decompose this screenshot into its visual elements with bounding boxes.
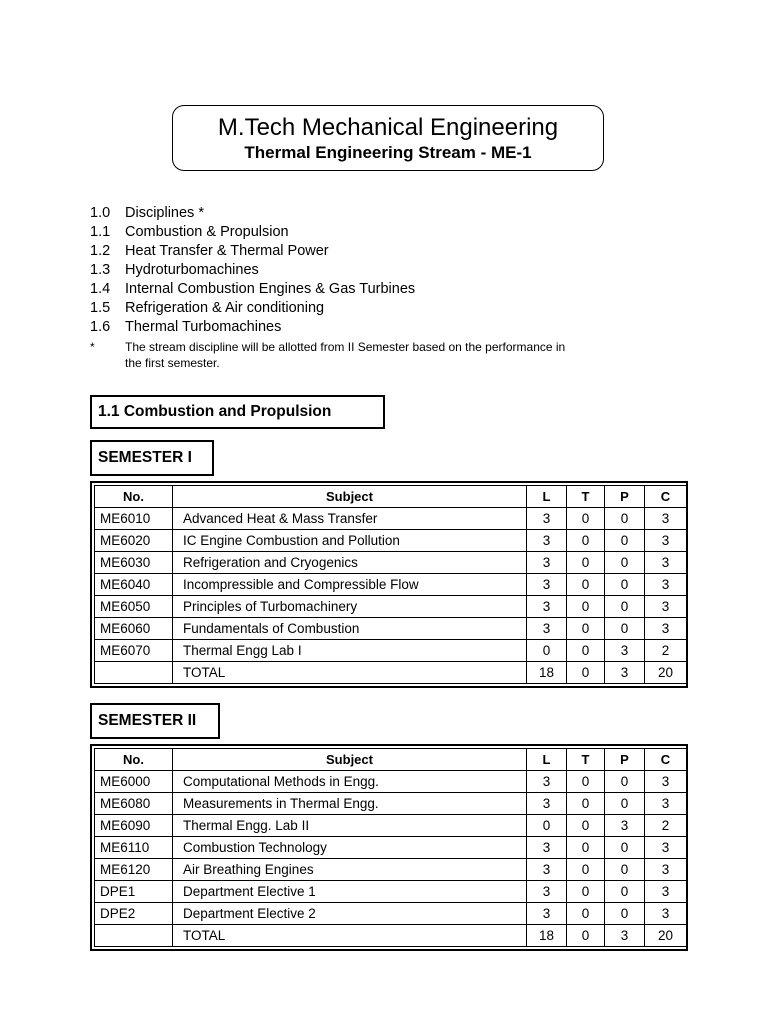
table-row (95, 508, 687, 530)
cell-l: 18 (527, 662, 567, 684)
semester-1-label: SEMESTER I (90, 440, 214, 476)
table-row (95, 837, 687, 859)
cell-subject: Measurements in Thermal Engg. (173, 793, 527, 815)
cell-t: 0 (567, 793, 605, 815)
cell-p: 3 (605, 662, 645, 684)
table-row (95, 925, 687, 947)
cell-l: 3 (527, 771, 567, 793)
cell-course-no: ME6060 (95, 618, 173, 640)
cell-c: 20 (645, 925, 687, 947)
cell-course-no: ME6010 (95, 508, 173, 530)
cell-p: 0 (605, 508, 645, 530)
cell-t: 0 (567, 903, 605, 925)
cell-c: 3 (645, 552, 687, 574)
page-title: M.Tech Mechanical Engineering (217, 114, 559, 141)
table-header-row (95, 486, 687, 508)
cell-c: 3 (645, 771, 687, 793)
cell-p: 0 (605, 881, 645, 903)
cell-c: 3 (645, 903, 687, 925)
cell-course-no: ME6120 (95, 859, 173, 881)
cell-p: 0 (605, 903, 645, 925)
cell-subject: Air Breathing Engines (173, 859, 527, 881)
cell-c: 2 (645, 815, 687, 837)
table-header-row (95, 749, 687, 771)
cell-course-no: ME6000 (95, 771, 173, 793)
col-header-c: C (645, 749, 687, 771)
cell-t: 0 (567, 881, 605, 903)
cell-course-no: ME6070 (95, 640, 173, 662)
cell-t: 0 (567, 574, 605, 596)
cell-c: 3 (645, 508, 687, 530)
cell-p: 0 (605, 771, 645, 793)
cell-subject: Thermal Engg Lab I (173, 640, 527, 662)
cell-subject: Incompressible and Compressible Flow (173, 574, 527, 596)
cell-l: 0 (527, 815, 567, 837)
disciplines-list (90, 204, 575, 371)
cell-t: 0 (567, 508, 605, 530)
cell-c: 3 (645, 596, 687, 618)
cell-l: 3 (527, 574, 567, 596)
cell-c: 3 (645, 837, 687, 859)
cell-t: 0 (567, 596, 605, 618)
cell-c: 20 (645, 662, 687, 684)
cell-p: 0 (605, 859, 645, 881)
cell-course-no (95, 925, 173, 947)
discipline-item: 1.3 Hydroturbomachines (90, 262, 259, 278)
cell-course-no: ME6110 (95, 837, 173, 859)
discipline-item: 1.2 Heat Transfer & Thermal Power (90, 243, 329, 259)
cell-t: 0 (567, 530, 605, 552)
table-row (95, 771, 687, 793)
cell-course-no: DPE1 (95, 881, 173, 903)
cell-p: 0 (605, 530, 645, 552)
col-header-no: No. (95, 486, 173, 508)
cell-c: 2 (645, 640, 687, 662)
table-row (95, 618, 687, 640)
discipline-note: * The stream discipline will be allotted from II Semester based on the performance in the first semester. (90, 340, 566, 370)
cell-t: 0 (567, 640, 605, 662)
cell-l: 3 (527, 596, 567, 618)
table-row (95, 552, 687, 574)
cell-subject: Refrigeration and Cryogenics (173, 552, 527, 574)
cell-c: 3 (645, 618, 687, 640)
cell-course-no: ME6030 (95, 552, 173, 574)
cell-t: 0 (567, 662, 605, 684)
semester-1-table (90, 481, 688, 688)
cell-t: 0 (567, 618, 605, 640)
cell-t: 0 (567, 771, 605, 793)
cell-p: 3 (605, 640, 645, 662)
cell-l: 3 (527, 552, 567, 574)
col-header-no: No. (95, 749, 173, 771)
col-header-t: T (567, 749, 605, 771)
col-header-c: C (645, 486, 687, 508)
cell-l: 3 (527, 618, 567, 640)
cell-c: 3 (645, 859, 687, 881)
cell-l: 3 (527, 837, 567, 859)
cell-subject: TOTAL (173, 925, 527, 947)
cell-t: 0 (567, 815, 605, 837)
table-row (95, 793, 687, 815)
table-row (95, 881, 687, 903)
table-row (95, 640, 687, 662)
col-header-p: P (605, 486, 645, 508)
col-header-subject: Subject (173, 749, 527, 771)
cell-course-no (95, 662, 173, 684)
col-header-l: L (527, 749, 567, 771)
cell-l: 18 (527, 925, 567, 947)
cell-t: 0 (567, 925, 605, 947)
semester-2-label: SEMESTER II (90, 703, 220, 739)
cell-course-no: ME6080 (95, 793, 173, 815)
section-heading: 1.1 Combustion and Propulsion (90, 395, 385, 429)
cell-course-no: ME6020 (95, 530, 173, 552)
table-row (95, 903, 687, 925)
semester-2-table (90, 744, 688, 951)
cell-p: 0 (605, 596, 645, 618)
cell-subject: Fundamentals of Combustion (173, 618, 527, 640)
cell-course-no: ME6050 (95, 596, 173, 618)
cell-c: 3 (645, 574, 687, 596)
cell-l: 0 (527, 640, 567, 662)
cell-subject: Thermal Engg. Lab II (173, 815, 527, 837)
cell-l: 3 (527, 508, 567, 530)
cell-t: 0 (567, 552, 605, 574)
cell-l: 3 (527, 903, 567, 925)
cell-subject: Combustion Technology (173, 837, 527, 859)
cell-p: 0 (605, 793, 645, 815)
col-header-p: P (605, 749, 645, 771)
col-header-subject: Subject (173, 486, 527, 508)
discipline-item: 1.6 Thermal Turbomachines (90, 319, 282, 335)
cell-p: 0 (605, 837, 645, 859)
cell-course-no: ME6090 (95, 815, 173, 837)
discipline-item: 1.1 Combustion & Propulsion (90, 224, 289, 240)
cell-t: 0 (567, 859, 605, 881)
cell-t: 0 (567, 837, 605, 859)
cell-c: 3 (645, 530, 687, 552)
table-row (95, 859, 687, 881)
table-row (95, 596, 687, 618)
page-subtitle: Thermal Engineering Stream - ME-1 (244, 143, 532, 162)
table-row (95, 815, 687, 837)
cell-subject: Principles of Turbomachinery (173, 596, 527, 618)
cell-p: 3 (605, 815, 645, 837)
cell-l: 3 (527, 859, 567, 881)
cell-course-no: ME6040 (95, 574, 173, 596)
cell-subject: Department Elective 2 (173, 903, 527, 925)
cell-subject: Department Elective 1 (173, 881, 527, 903)
discipline-item: 1.0 Disciplines * (90, 205, 204, 221)
cell-p: 0 (605, 618, 645, 640)
discipline-item: 1.4 Internal Combustion Engines & Gas Turbines (90, 281, 416, 297)
cell-c: 3 (645, 793, 687, 815)
cell-l: 3 (527, 793, 567, 815)
cell-p: 0 (605, 574, 645, 596)
cell-course-no: DPE2 (95, 903, 173, 925)
table-row (95, 530, 687, 552)
cell-subject: IC Engine Combustion and Pollution (173, 530, 527, 552)
col-header-l: L (527, 486, 567, 508)
cell-l: 3 (527, 881, 567, 903)
cell-p: 3 (605, 925, 645, 947)
cell-l: 3 (527, 530, 567, 552)
title-box (172, 105, 604, 171)
cell-subject: Advanced Heat & Mass Transfer (173, 508, 527, 530)
cell-subject: Computational Methods in Engg. (173, 771, 527, 793)
cell-subject: TOTAL (173, 662, 527, 684)
cell-c: 3 (645, 881, 687, 903)
discipline-item: 1.5 Refrigeration & Air conditioning (90, 300, 325, 316)
cell-p: 0 (605, 552, 645, 574)
table-row (95, 574, 687, 596)
col-header-t: T (567, 486, 605, 508)
table-row (95, 662, 687, 684)
